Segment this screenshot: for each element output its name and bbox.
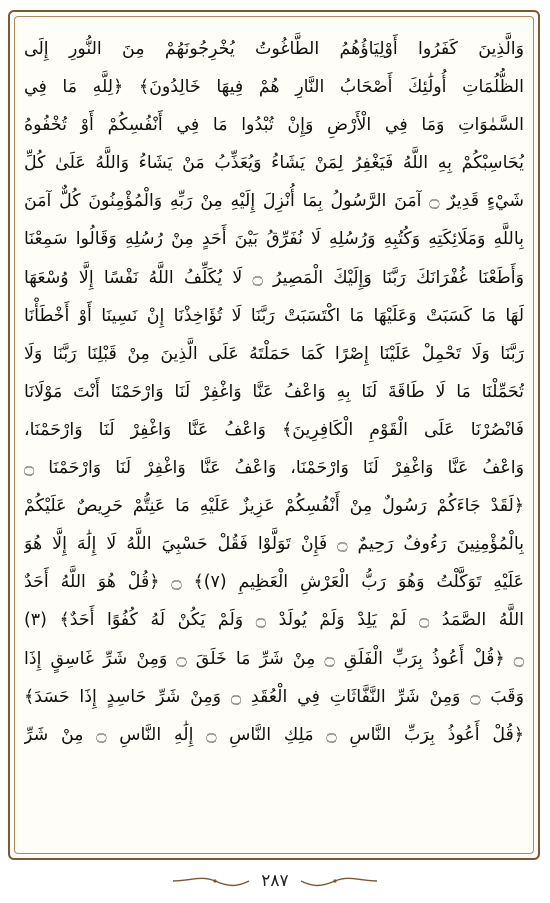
- text-line: وَالَّذِينَ كَفَرُوا أَوْلِيَاؤُهُمُ الطَّاغُوتُ يُخْرِجُونَهُمْ مِنَ النُّورِ إِلَى: [24, 39, 524, 59]
- text-line: فَانْصُرْنَا عَلَى الْقَوْمِ الْكَافِرِينَ﴾ وَاعْفُ عَنَّا وَاغْفِرْ لَنَا وَارْحَمْنَا،: [24, 419, 524, 440]
- text-line: وَأَطَعْنَا غُفْرَانَكَ رَبَّنَا وَإِلَيْكَ الْمَصِيرُ ۝ لَا يُكَلِّفُ اللَّهُ نَفْسًا إِلَّا وُسْعَهَا: [24, 267, 524, 288]
- page-number: ٢٨٧: [261, 871, 289, 891]
- text-line: عَلَيْهِ تَوَكَّلْتُ وَهُوَ رَبُّ الْعَرْشِ الْعَظِيمِ (٧)﴾ ۝ ﴿قُلْ هُوَ اللَّهُ أَحَدٌ: [24, 572, 524, 593]
- ornament-left-icon: [299, 873, 379, 889]
- text-line: الظُّلُمَاتِ أُولَٰئِكَ أَصْحَابُ النَّارِ هُمْ فِيهَا خَالِدُونَ﴾ ﴿لِلَّهِ مَا فِي: [24, 77, 524, 98]
- page-footer: [0, 866, 550, 896]
- text-line: وَاعْفُ عَنَّا وَاغْفِرْ لَنَا وَارْحَمْنَا، وَاعْفُ عَنَّا وَاغْفِرْ لَنَا وَارْحَمْنَا ۝: [24, 458, 524, 479]
- text-line: تُحَمِّلْنَا مَا لَا طَاقَةَ لَنَا بِهِ وَاعْفُ عَنَّا وَاغْفِرْ لَنَا وَارْحَمْنَا أَنْتَ مَوْلَانَا: [24, 381, 524, 402]
- verse-text-block: [24, 30, 524, 754]
- text-line: بِاللَّهِ وَمَلَائِكَتِهِ وَكُتُبِهِ وَرُسُلِهِ لَا نُفَرِّقُ بَيْنَ أَحَدٍ مِنْ رُسُلِهِ وَقَالُوا سَمِعْنَا: [24, 229, 524, 250]
- text-line: بِالْمُؤْمِنِينَ رَءُوفٌ رَحِيمٌ ۝ فَإِنْ تَوَلَّوْا فَقُلْ حَسْبِيَ اللَّهُ لَا إِلَٰهَ إِلَّا هُوَ: [24, 534, 524, 555]
- text-line: رَبَّنَا وَلَا تَحْمِلْ عَلَيْنَا إِصْرًا كَمَا حَمَلْتَهُ عَلَى الَّذِينَ مِنْ قَبْلِنَا رَبَّنَا وَلَا: [24, 343, 524, 364]
- text-line: يُحَاسِبْكُمْ بِهِ اللَّهُ فَيَغْفِرُ لِمَنْ يَشَاءُ وَيُعَذِّبُ مَنْ يَشَاءُ وَاللَّهُ عَلَىٰ كُلِّ: [24, 153, 524, 174]
- text-line: ۝ ﴿قُلْ أَعُوذُ بِرَبِّ الْفَلَقِ ۝ مِنْ شَرِّ مَا خَلَقَ ۝ وَمِنْ شَرِّ غَاسِقٍ إِذَا: [24, 648, 524, 669]
- text-line: لَهَا مَا كَسَبَتْ وَعَلَيْهَا مَا اكْتَسَبَتْ رَبَّنَا لَا تُؤَاخِذْنَا إِنْ نَسِينَا أَوْ أَخْطَأْنَا: [24, 305, 524, 326]
- text-line: السَّمٰوَاتِ وَمَا فِي الْأَرْضِ وَإِنْ تُبْدُوا مَا فِي أَنْفُسِكُمْ أَوْ تُخْفُوهُ: [24, 115, 524, 136]
- page-frame: [8, 10, 540, 860]
- text-line: شَيْءٍ قَدِيرٌ ۝ آمَنَ الرَّسُولُ بِمَا أُنْزِلَ إِلَيْهِ مِنْ رَبِّهِ وَالْمُؤْمِنُونَ كُلٌّ آمَنَ: [24, 191, 524, 212]
- text-line: ﴿قُلْ أَعُوذُ بِرَبِّ النَّاسِ ۝ مَلِكِ النَّاسِ ۝ إِلَٰهِ النَّاسِ ۝ مِنْ شَرِّ: [24, 724, 524, 745]
- text-line: ﴿لَقَدْ جَاءَكُمْ رَسُولٌ مِنْ أَنْفُسِكُمْ عَزِيزٌ عَلَيْهِ مَا عَنِتُّمْ حَرِيصٌ عَلَيْكُمْ: [24, 496, 524, 517]
- text-line: اللَّهُ الصَّمَدُ ۝ لَمْ يَلِدْ وَلَمْ يُولَدْ ۝ وَلَمْ يَكُنْ لَهُ كُفُوًا أَحَدٌ﴾ (٣): [24, 610, 524, 631]
- ornament-right-icon: [171, 873, 251, 889]
- text-line: وَقَبَ ۝ وَمِنْ شَرِّ النَّفَّاثَاتِ فِي الْعُقَدِ ۝ وَمِنْ شَرِّ حَاسِدٍ إِذَا حَسَدَ﴾: [24, 686, 524, 707]
